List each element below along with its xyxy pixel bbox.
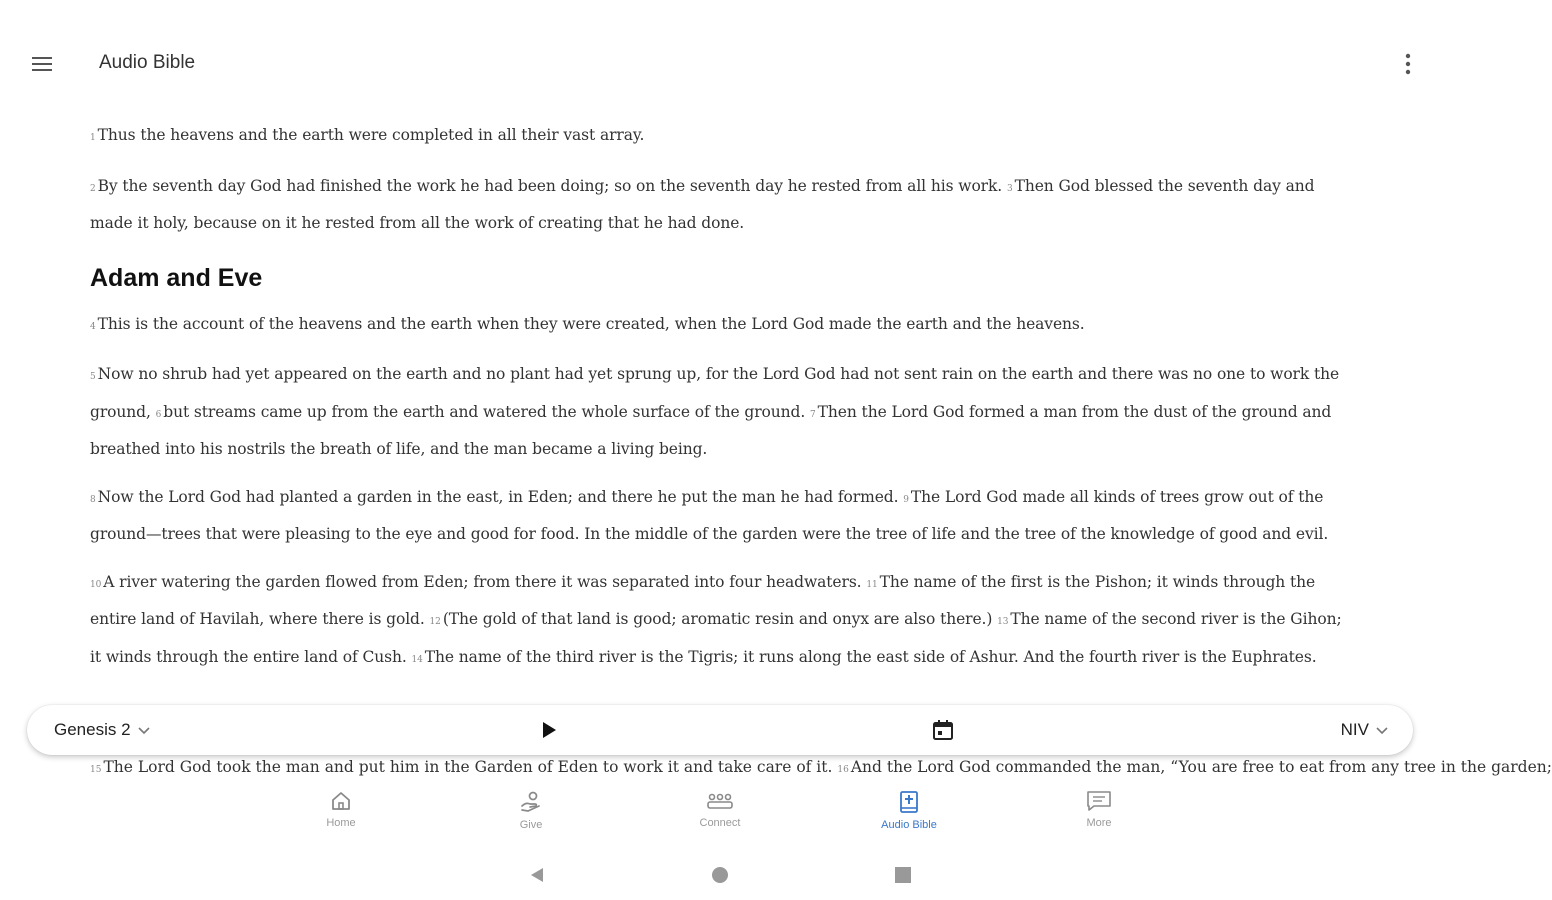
verse-number: 8 [90,494,96,505]
nav-item-more[interactable] [1049,790,1149,840]
verse-number: 6 [155,409,162,420]
verse-number: 14 [411,654,423,665]
verse-text[interactable]: The name of the second river is the Gihon; it winds through the entire land of Cush. [90,610,1342,666]
play-button[interactable] [531,712,567,748]
version-selector[interactable] [1341,717,1389,743]
nav-item-home[interactable] [291,790,391,840]
nav-label: Connect [699,817,741,829]
verse-number: 11 [866,579,878,590]
verse-text[interactable]: The name of the third river is the Tigris; it runs along the east side of Ashur. And the fourth river is the Euphrates. [424,647,1317,666]
top-app-bar [0,0,1440,128]
verse-number: 4 [90,321,96,332]
home-circle-icon [711,866,729,884]
more-vertical-icon [1405,53,1411,75]
verse-number: 12 [429,617,441,627]
section-heading: Adam and Eve [90,263,263,292]
hamburger-menu-icon [31,55,53,73]
verse-number: 16 [837,765,849,775]
verse-number: 2 [90,183,96,194]
chapter-selector[interactable] [54,717,151,743]
paragraphs-before [90,118,1352,241]
reader-peek-line [90,752,1552,782]
verse-number: 9 [903,494,909,505]
system-back-button[interactable] [522,860,552,890]
chapter-label: Genesis 2 [54,720,131,739]
verse-number: 1 [90,133,96,143]
version-label: NIV [1340,720,1369,739]
give-icon [519,790,543,814]
verse-number: 5 [90,372,96,382]
bottom-navigation [0,782,1440,844]
verse-text[interactable]: Thus the heavens and the earth were completed in all their vast array. [97,126,645,144]
verse-text[interactable]: Then God blessed the seventh day and made it holy, because on it he rested from all the work of creating that he had done. [90,176,1315,232]
verse-text[interactable]: Now no shrub had yet appeared on the earth and no plant had yet sprung up, for the Lord God had not sent rain on the earth and there was no one to work the ground, [90,365,1340,421]
system-recents-button[interactable] [888,860,918,890]
verse-paragraph [90,357,1352,467]
audio-player-bar [27,705,1413,755]
home-icon [330,790,352,812]
verse-text[interactable]: but streams came up from the earth and watered the whole surface of the ground. [163,402,806,421]
page-title: Audio Bible [99,52,196,73]
nav-item-give[interactable] [481,790,581,840]
reader-content [90,118,1352,690]
verse-text[interactable]: And the Lord God commanded the man, “You are free to eat from any tree in the garden; [850,758,1552,776]
verse-paragraph [90,307,1352,345]
verse-number: 13 [997,617,1009,627]
menu-button[interactable] [22,44,62,84]
calendar-icon [932,719,954,741]
system-navigation-bar [0,850,1440,900]
connect-icon [706,790,734,812]
play-icon [541,721,557,739]
nav-label: More [1086,817,1112,829]
chevron-down-icon [1375,725,1389,735]
verse-text[interactable]: A river watering the garden flowed from Eden; from there it was separated into four headwaters. [103,572,862,591]
verse-text[interactable]: This is the account of the heavens and the earth when they were created, when the Lord God made the earth and the heavens. [97,314,1085,333]
system-home-button[interactable] [705,860,735,890]
verse-number: 10 [90,579,102,590]
verse-text[interactable]: The Lord God took the man and put him in the Garden of Eden to work it and take care of it. [103,758,833,776]
nav-label: Audio Bible [881,819,937,831]
verse-number: 15 [90,765,102,775]
chevron-down-icon [137,725,151,735]
paragraphs-after [90,307,1352,678]
verse-number: 3 [1006,183,1013,194]
nav-label: Give [519,819,543,831]
verse-number: 7 [810,409,816,420]
verse-text[interactable]: By the seventh day God had finished the work he had been doing; so on the seventh day he rested from all his work. [97,176,1003,195]
overflow-menu-button[interactable] [1388,44,1428,84]
bible-reader[interactable] [0,118,1440,782]
verse-text[interactable]: Then the Lord God formed a man from the dust of the ground and breathed into his nostrils the breath of life, and the man became a living being. [90,402,1332,458]
back-triangle-icon [528,866,546,884]
verse-paragraph [90,169,1352,241]
verse-text[interactable]: The Lord God made all kinds of trees grow out of the ground—trees that were pleasing to the eye and good for food. In the middle of the garden were the tree of life and the tree of the knowledge of good and evil. [90,487,1329,543]
verse-paragraph [90,118,1352,156]
nav-item-audio-bible[interactable] [859,790,959,840]
nav-label: Home [326,817,356,829]
calendar-button[interactable] [925,712,961,748]
verse-paragraph [90,565,1352,678]
verse-paragraph [90,480,1352,552]
chat-more-icon [1086,790,1112,812]
recents-square-icon [894,866,912,884]
nav-item-connect[interactable] [670,790,770,840]
audio-bible-icon [898,790,920,814]
verse-text[interactable]: (The gold of that land is good; aromatic resin and onyx are also there.) [442,610,993,628]
verse-text[interactable]: The name of the first is the Pishon; it winds through the entire land of Havilah, where there is gold. [90,572,1316,628]
verse-text[interactable]: Now the Lord God had planted a garden in the east, in Eden; and there he put the man he had formed. [97,487,899,506]
